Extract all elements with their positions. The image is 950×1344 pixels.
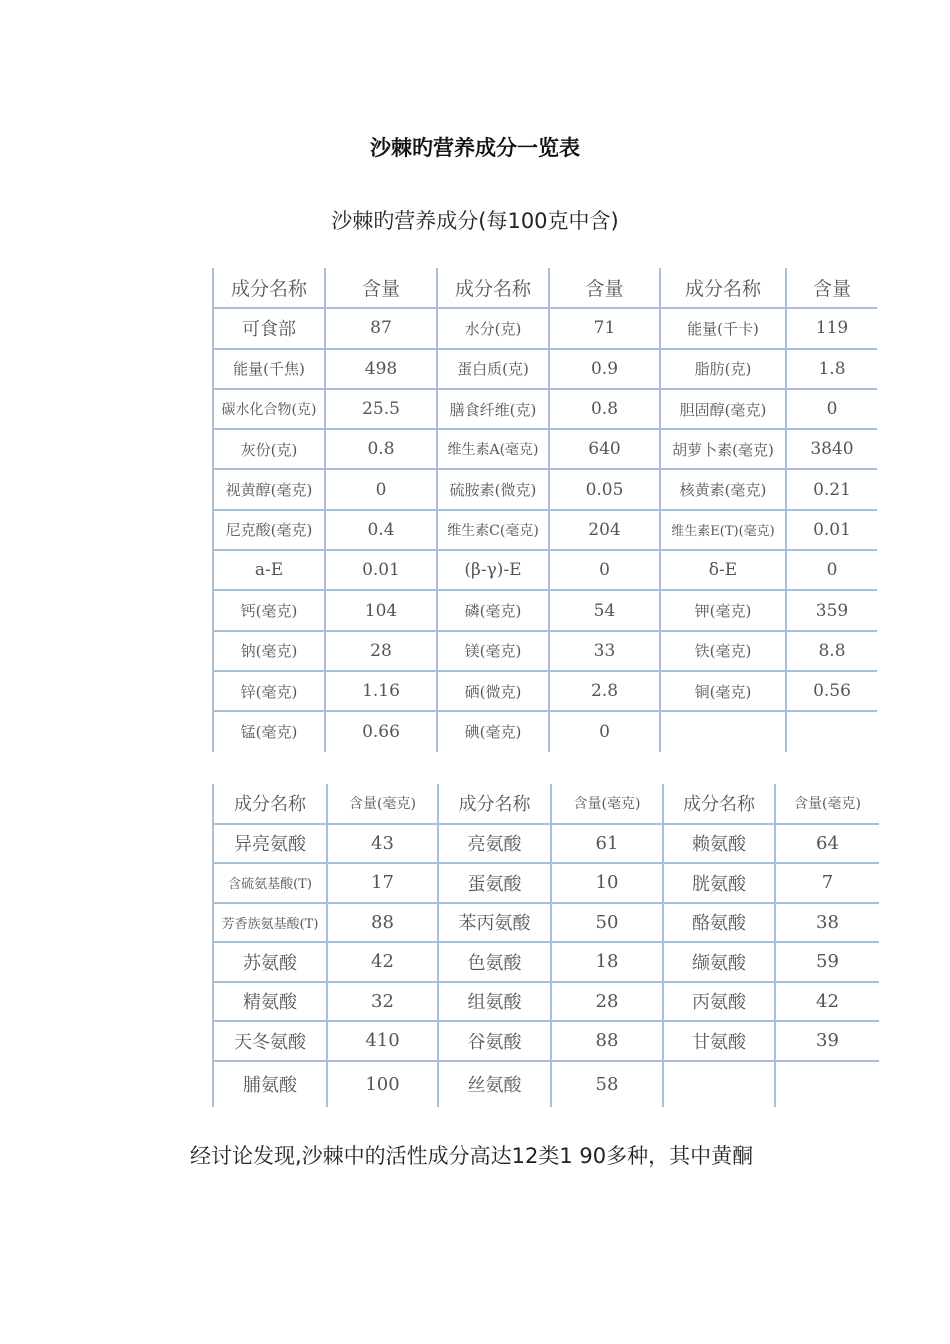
name-cell: 硒(微克) <box>437 671 549 711</box>
page-title: 沙棘旳营养成分一览表 <box>370 136 580 160</box>
table-header-row <box>213 268 877 308</box>
table-row <box>213 863 879 903</box>
name-cell: 丙氨酸 <box>663 982 775 1022</box>
name-cell: 碳水化合物(克) <box>213 389 325 429</box>
name-cell: 甘氨酸 <box>663 1021 775 1061</box>
name-cell: δ-E <box>660 550 786 590</box>
header-cell: 含量(毫克) <box>775 784 879 824</box>
table-row <box>213 711 877 751</box>
value-cell: 28 <box>325 631 437 671</box>
name-cell: 缬氨酸 <box>663 942 775 982</box>
value-cell: 42 <box>775 982 879 1022</box>
name-cell: 维生素A(毫克) <box>437 429 549 469</box>
value-cell: 18 <box>551 942 663 982</box>
body-paragraph: 经讨论发现,沙棘中的活性成分高达12类1 90多种，其中黄酮 <box>190 1144 754 1168</box>
name-cell: (β-γ)-E <box>437 550 549 590</box>
name-cell: 胱氨酸 <box>663 863 775 903</box>
table-row <box>213 824 879 864</box>
name-cell: 亮氨酸 <box>438 824 551 864</box>
name-cell: 酪氨酸 <box>663 903 775 943</box>
name-cell: 芳香族氨基酸(T) <box>213 903 327 943</box>
name-cell: 异亮氨酸 <box>213 824 327 864</box>
name-cell: 钠(毫克) <box>213 631 325 671</box>
table-row <box>213 429 877 469</box>
name-cell: 蛋白质(克) <box>437 349 549 389</box>
name-cell: 磷(毫克) <box>437 590 549 630</box>
value-cell: 0.8 <box>325 429 437 469</box>
name-cell: 钙(毫克) <box>213 590 325 630</box>
value-cell: 10 <box>551 863 663 903</box>
empty-cell <box>775 1061 879 1107</box>
name-cell: 可食部 <box>213 308 325 348</box>
value-cell: 1.8 <box>786 349 877 389</box>
name-cell: 硫胺素(微克) <box>437 469 549 509</box>
value-cell: 54 <box>549 590 660 630</box>
name-cell: 维生素C(毫克) <box>437 510 549 550</box>
table-row <box>213 982 879 1022</box>
name-cell: 铜(毫克) <box>660 671 786 711</box>
amino-acid-table <box>212 784 879 1107</box>
value-cell: 8.8 <box>786 631 877 671</box>
header-cell: 成分名称 <box>663 784 775 824</box>
value-cell: 640 <box>549 429 660 469</box>
table-row <box>213 942 879 982</box>
value-cell: 0 <box>325 469 437 509</box>
value-cell: 0.4 <box>325 510 437 550</box>
name-cell: 脯氨酸 <box>213 1061 327 1107</box>
page-subtitle: 沙棘旳营养成分(每100克中含) <box>331 209 619 233</box>
name-cell: 谷氨酸 <box>438 1021 551 1061</box>
name-cell: 能量(千卡) <box>660 308 786 348</box>
header-cell: 成分名称 <box>213 268 325 308</box>
name-cell: 锌(毫克) <box>213 671 325 711</box>
value-cell: 100 <box>327 1061 438 1107</box>
value-cell: 2.8 <box>549 671 660 711</box>
table-header-row <box>213 784 879 824</box>
value-cell: 204 <box>549 510 660 550</box>
header-cell: 成分名称 <box>660 268 786 308</box>
value-cell: 0 <box>549 550 660 590</box>
name-cell: 脂肪(克) <box>660 349 786 389</box>
name-cell: 维生素E(T)(毫克) <box>660 510 786 550</box>
table-row <box>213 590 877 630</box>
table-row <box>213 469 877 509</box>
value-cell: 88 <box>327 903 438 943</box>
value-cell: 28 <box>551 982 663 1022</box>
value-cell: 0.66 <box>325 711 437 751</box>
value-cell: 0.56 <box>786 671 877 711</box>
header-cell: 成分名称 <box>438 784 551 824</box>
table-row <box>213 510 877 550</box>
header-cell: 含量 <box>786 268 877 308</box>
value-cell: 0 <box>786 550 877 590</box>
header-cell: 含量(毫克) <box>551 784 663 824</box>
value-cell: 498 <box>325 349 437 389</box>
value-cell: 64 <box>775 824 879 864</box>
name-cell: 丝氨酸 <box>438 1061 551 1107</box>
name-cell: 含硫氨基酸(T) <box>213 863 327 903</box>
name-cell: 膳食纤维(克) <box>437 389 549 429</box>
value-cell: 61 <box>551 824 663 864</box>
value-cell: 38 <box>775 903 879 943</box>
value-cell: 39 <box>775 1021 879 1061</box>
header-cell: 含量(毫克) <box>327 784 438 824</box>
value-cell: 43 <box>327 824 438 864</box>
value-cell: 1.16 <box>325 671 437 711</box>
name-cell: 赖氨酸 <box>663 824 775 864</box>
name-cell: 铁(毫克) <box>660 631 786 671</box>
value-cell: 3840 <box>786 429 877 469</box>
value-cell: 17 <box>327 863 438 903</box>
nutrition-table <box>212 268 877 752</box>
table-row <box>213 1061 879 1107</box>
name-cell: 视黄醇(毫克) <box>213 469 325 509</box>
header-cell: 含量 <box>549 268 660 308</box>
name-cell: 精氨酸 <box>213 982 327 1022</box>
name-cell: 碘(毫克) <box>437 711 549 751</box>
value-cell: 42 <box>327 942 438 982</box>
value-cell: 0 <box>786 389 877 429</box>
name-cell: 天冬氨酸 <box>213 1021 327 1061</box>
value-cell: 32 <box>327 982 438 1022</box>
empty-cell <box>663 1061 775 1107</box>
table-row <box>213 671 877 711</box>
name-cell: a-E <box>213 550 325 590</box>
name-cell: 苯丙氨酸 <box>438 903 551 943</box>
value-cell: 33 <box>549 631 660 671</box>
table-row <box>213 903 879 943</box>
name-cell: 钾(毫克) <box>660 590 786 630</box>
value-cell: 59 <box>775 942 879 982</box>
table-row <box>213 308 877 348</box>
value-cell: 0.8 <box>549 389 660 429</box>
value-cell: 0.21 <box>786 469 877 509</box>
name-cell: 组氨酸 <box>438 982 551 1022</box>
name-cell: 苏氨酸 <box>213 942 327 982</box>
table-row <box>213 389 877 429</box>
name-cell: 能量(千焦) <box>213 349 325 389</box>
table-row <box>213 349 877 389</box>
value-cell: 119 <box>786 308 877 348</box>
value-cell: 71 <box>549 308 660 348</box>
value-cell: 58 <box>551 1061 663 1107</box>
empty-cell <box>660 711 786 751</box>
name-cell: 镁(毫克) <box>437 631 549 671</box>
name-cell: 尼克酸(毫克) <box>213 510 325 550</box>
name-cell: 核黄素(毫克) <box>660 469 786 509</box>
value-cell: 25.5 <box>325 389 437 429</box>
name-cell: 胡萝卜素(毫克) <box>660 429 786 469</box>
name-cell: 水分(克) <box>437 308 549 348</box>
value-cell: 87 <box>325 308 437 348</box>
name-cell: 灰份(克) <box>213 429 325 469</box>
value-cell: 88 <box>551 1021 663 1061</box>
table-row <box>213 631 877 671</box>
value-cell: 7 <box>775 863 879 903</box>
table-row <box>213 1021 879 1061</box>
header-cell: 含量 <box>325 268 437 308</box>
value-cell: 0.01 <box>325 550 437 590</box>
value-cell: 0.9 <box>549 349 660 389</box>
value-cell: 410 <box>327 1021 438 1061</box>
header-cell: 成分名称 <box>213 784 327 824</box>
empty-cell <box>786 711 877 751</box>
name-cell: 色氨酸 <box>438 942 551 982</box>
table-row <box>213 550 877 590</box>
value-cell: 104 <box>325 590 437 630</box>
value-cell: 0.05 <box>549 469 660 509</box>
value-cell: 50 <box>551 903 663 943</box>
value-cell: 359 <box>786 590 877 630</box>
name-cell: 胆固醇(毫克) <box>660 389 786 429</box>
value-cell: 0.01 <box>786 510 877 550</box>
name-cell: 蛋氨酸 <box>438 863 551 903</box>
header-cell: 成分名称 <box>437 268 549 308</box>
name-cell: 锰(毫克) <box>213 711 325 751</box>
value-cell: 0 <box>549 711 660 751</box>
